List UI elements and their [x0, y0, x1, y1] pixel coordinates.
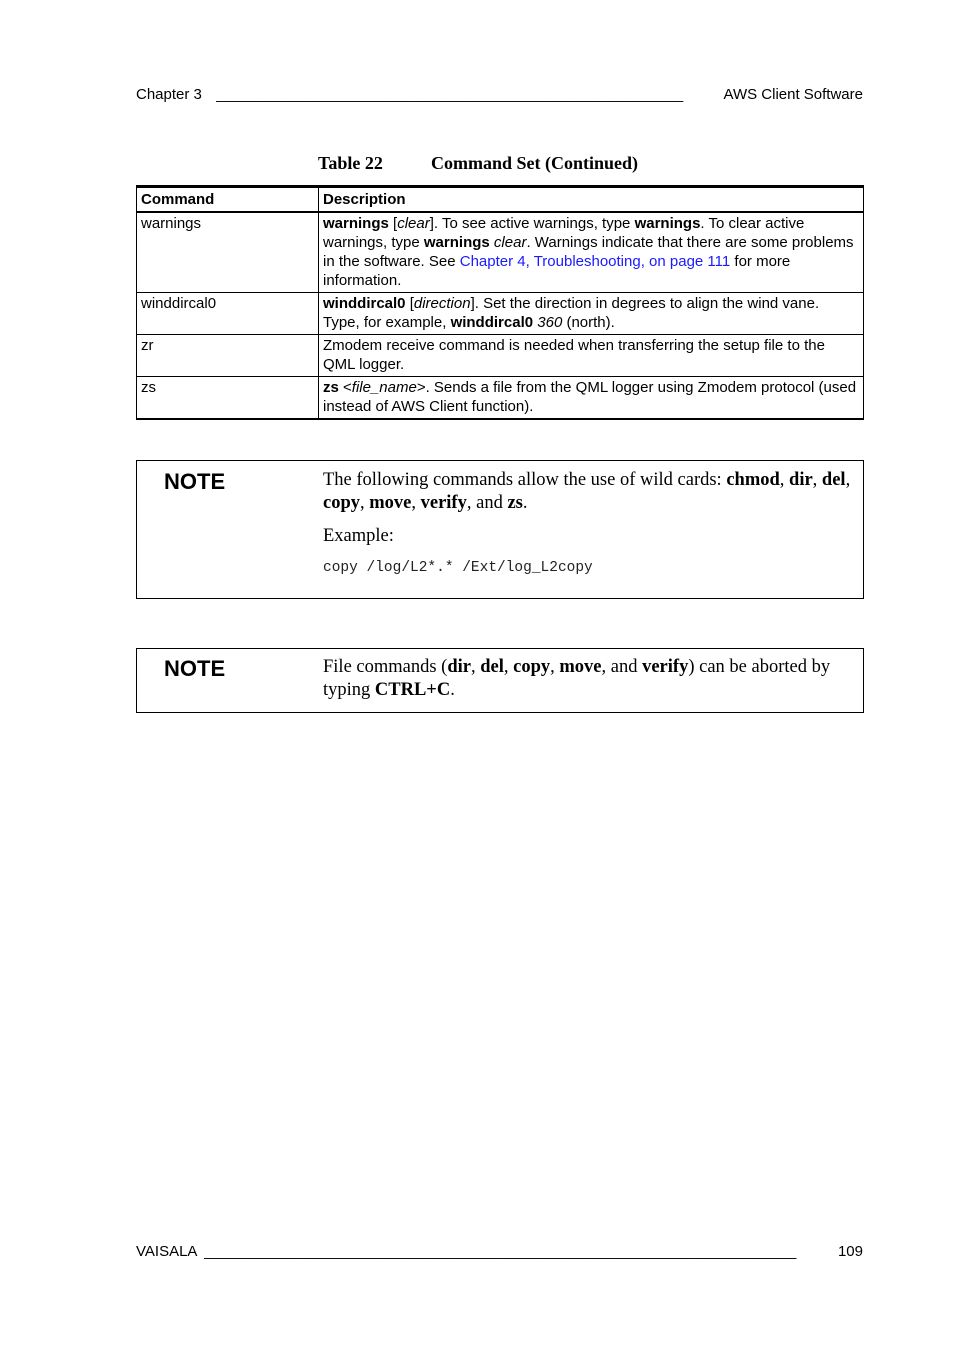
cmd-keyword: warnings	[323, 215, 389, 232]
note-text: ,	[411, 493, 421, 513]
note-keyword: copy	[323, 493, 360, 513]
desc-text: [	[388, 215, 398, 232]
note-keyword: copy	[513, 657, 551, 677]
note-text: ,	[845, 470, 851, 490]
note-text: ,	[550, 657, 560, 677]
note-label: NOTE	[164, 469, 226, 494]
description-cell	[319, 212, 864, 293]
desc-text: . Warnings indicate that there are some problems in the software. See	[323, 234, 854, 270]
cmd-keyword: zs	[323, 379, 339, 396]
header-chapter: Chapter 3	[136, 86, 202, 103]
desc-text: for more information.	[323, 253, 791, 289]
command-cell: zs	[137, 377, 319, 420]
note-wildcards	[136, 460, 864, 599]
description-cell	[319, 293, 864, 335]
note-text: .	[522, 493, 528, 513]
note-code-example: copy /log/L2*.* /Ext/log_L2copy	[323, 560, 593, 576]
troubleshooting-link[interactable]: Chapter 4, Troubleshooting, on page 111	[459, 253, 731, 270]
note-text: , and	[601, 657, 643, 677]
command-cell: zr	[137, 335, 319, 377]
footer-company: VAISALA	[136, 1243, 198, 1260]
column-header-command: Command	[137, 187, 319, 213]
note-text: ) can be aborted by typing	[323, 657, 831, 700]
note-text: ,	[360, 493, 370, 513]
note-body	[323, 469, 857, 580]
description-cell	[319, 377, 864, 420]
desc-text: . To clear active warnings, type	[323, 215, 805, 251]
cmd-keyword: warnings	[634, 215, 701, 232]
desc-text: (north).	[562, 314, 615, 331]
note-keyword: verify	[420, 493, 467, 513]
command-cell: winddircal0	[137, 293, 319, 335]
note-keyword: move	[369, 493, 412, 513]
note-keyword: chmod	[726, 470, 780, 490]
note-keyword: move	[559, 657, 602, 677]
column-header-description: Description	[319, 187, 864, 213]
note-keyword: verify	[642, 657, 689, 677]
note-paragraph	[323, 469, 857, 515]
table-row-zs	[137, 377, 864, 420]
note-text: .	[450, 680, 455, 700]
note-text: , and	[466, 493, 508, 513]
desc-text: ]. To see active warnings, type	[429, 215, 635, 232]
desc-text: >. Sends a file from the QML logger using Zmodem protocol (used instead of AWS Client function).	[323, 379, 857, 415]
note-text: ,	[503, 657, 514, 677]
note-text: File commands (	[323, 657, 448, 677]
page-number: 109	[837, 1243, 863, 1260]
note-keyword: dir	[789, 470, 813, 490]
cmd-keyword: warnings	[423, 234, 490, 251]
note-keyword: dir	[447, 657, 471, 677]
table-header-row	[137, 187, 864, 213]
table-caption-number: Table 22	[318, 153, 383, 173]
note-label: NOTE	[164, 656, 226, 681]
table-row-zr	[137, 335, 864, 377]
command-set-table	[136, 185, 864, 420]
command-cell: warnings	[137, 212, 319, 293]
footer-rule: _______________________________________________________________________	[204, 1243, 797, 1260]
note-keyword: CTRL+C	[374, 680, 451, 700]
table-row-winddircal0	[137, 293, 864, 335]
cmd-param: file_name	[351, 379, 417, 396]
desc-text: [	[405, 295, 414, 312]
table-caption-title: Command Set (Continued)	[431, 153, 639, 173]
page-footer	[136, 1243, 863, 1263]
header-title: AWS Client Software	[723, 86, 863, 103]
note-keyword: del	[821, 470, 846, 490]
page-header	[136, 86, 863, 106]
cmd-param: clear	[493, 234, 527, 251]
cmd-keyword: winddircal0	[323, 295, 406, 312]
header-rule: ________________________________________________________	[216, 86, 684, 103]
table-row-warnings	[137, 212, 864, 293]
note-keyword: zs	[507, 493, 523, 513]
cmd-param: 360	[537, 314, 563, 331]
note-abort	[136, 648, 864, 713]
cmd-param: clear	[397, 215, 430, 232]
note-example-label: Example:	[323, 526, 394, 546]
cmd-param: direction	[413, 295, 471, 312]
note-text: ,	[470, 657, 481, 677]
cmd-keyword: winddircal0	[450, 314, 534, 331]
table-caption	[318, 153, 638, 174]
note-text: The following commands allow the use of wild cards:	[323, 470, 727, 490]
note-text: ,	[779, 470, 790, 490]
note-keyword: del	[480, 657, 504, 677]
note-body	[323, 656, 857, 702]
desc-text: <	[338, 379, 352, 396]
note-text: ,	[812, 470, 822, 490]
description-cell: Zmodem receive command is needed when transferring the setup file to the QML logger.	[319, 335, 864, 377]
desc-text: ]. Set the direction in degrees to align the wind vane. Type, for example,	[323, 295, 820, 331]
